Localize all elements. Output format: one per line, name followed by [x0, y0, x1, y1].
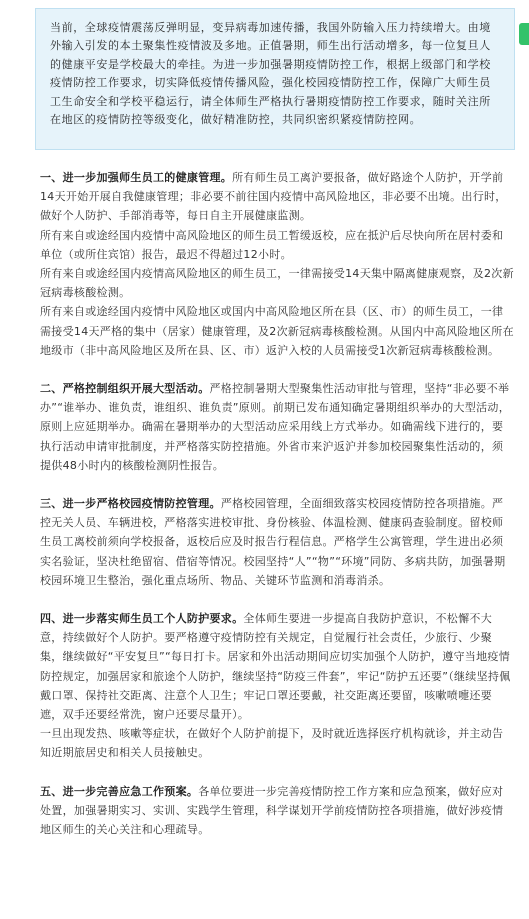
section-heading: 三、进一步严格校园疫情防控管理。	[40, 497, 221, 511]
section-5	[40, 782, 514, 840]
section-2	[40, 379, 514, 475]
section-heading: 五、进一步完善应急工作预案。	[40, 784, 199, 798]
section-heading: 一、进一步加强师生员工的健康管理。	[40, 171, 233, 184]
section-heading: 二、严格控制组织开展大型活动。	[40, 382, 210, 396]
section-heading: 四、进一步落实师生员工个人防护要求。	[40, 612, 244, 626]
side-share-tab[interactable]	[519, 23, 529, 45]
intro-callout	[35, 8, 515, 150]
section-paragraph: 所有来自或途经国内疫情中高风险地区的师生员工暂缓返校，应在抵沪后尽快向所在居村委和单位（或所住宾馆）报告，最迟不得超过12小时。	[40, 228, 504, 261]
section-paragraph: 一、进一步加强师生员工的健康管理。所有师生员工离沪要报备，做好路途个人防护，开学前14天开始开展自我健康管理；非必要不前往国内疫情中高风险地区，非必要不出境。出行时，做好个人防护、手部消毒等，每日自主开展健康监测。	[40, 171, 507, 223]
section-paragraph: 所有来自或途经国内疫情高风险地区的师生员工，一律需接受14天集中隔离健康观察，及2次新冠病毒核酸检测。	[40, 267, 514, 300]
section-paragraph: 所有来自或途经国内疫情中风险地区或国内中高风险地区所在县（区、市）的师生员工，一律需接受14天严格的集中（居家）健康管理，及2次新冠病毒核酸检测。从国内中高风险地区所在地级市（非中高风险地区及所在县、区、市）返沪入校的人员需接受1次新冠病毒核酸检测。	[40, 305, 514, 357]
section-paragraph: 三、进一步严格校园疫情防控管理。严格校园管理，全面细致落实校园疫情防控各项措施。严控无关人员、车辆进校，严格落实进校审批、身份核验、体温检测、健康码查验制度。留校师生员工离校前须向学校报备，返校后应及时报告行程信息。严格学生公寓管理，学生进出必须实名验证，坚决杜绝留宿、借宿等情况。校园坚持“人”“物”“环境”同防、多病共防，加强暑期校园环境卫生整治，强化重点场所、物品、关键环节监测和消毒消杀。	[40, 497, 506, 587]
section-3	[40, 494, 514, 590]
section-paragraph: 四、进一步落实师生员工个人防护要求。全体师生要进一步提高自我防护意识，不松懈不大意，持续做好个人防护。要严格遵守疫情防控有关规定，自觉履行社会责任，少旅行、少聚集，继续做好“平安复旦”“每日打卡。居家和外出活动期间应切实加强个人防护，遵守当地疫情防控规定，加强居家和旅途个人防护，继续坚持“防疫三件套”，牢记“防护五还要”（继续坚持佩戴口罩、保持社交距离、注意个人卫生；牢记口罩还要戴，社交距离还要留，咳嗽喷嚏还要遮，双手还要经常洗，窗户还要尽量开）。	[40, 612, 511, 722]
intro-text: 当前，全球疫情震荡反弹明显，变异病毒加速传播，我国外防输入压力持续增大。由境外输入引发的本土聚集性疫情波及多地。正值暑期，师生出行活动增多，每一位复旦人的健康平安是学校最大的牵挂。为进一步加强暑期疫情防控工作，根据上级部门和学校疫情防控工作要求，切实降低疫情传播风险，强化校园疫情防控工作，保障广大师生员工生命安全和学校平稳运行，请全体师生严格执行暑期疫情防控工作要求，随时关注所在地区的疫情防控等级变化，做好精准防控，共同织密织紧疫情防控网。	[50, 21, 491, 127]
section-paragraph: 五、进一步完善应急工作预案。各单位要进一步完善疫情防控工作方案和应急预案，做好应对处置，加强暑期实习、实训、实践学生管理，科学谋划开学前疫情防控各项措施，做好涉疫情地区师生的关心关注和心理疏导。	[40, 784, 504, 837]
article-body	[40, 168, 514, 858]
section-paragraph: 一旦出现发热、咳嗽等症状，在做好个人防护前提下，及时就近选择医疗机构就诊，并主动告知近期旅居史和相关人员接触史。	[40, 727, 504, 760]
section-paragraph: 二、严格控制组织开展大型活动。严格控制暑期大型聚集性活动审批与管理，坚持“非必要不举办”“谁举办、谁负责，谁组织、谁负责”原则。前期已发布通知确定暑期组织举办的大型活动，原则上应延期举办。确需在暑期举办的大型活动应采用线上方式举办。如确需线下进行的，要执行活动申请审批制度，并严格落实防控措施。外省市来沪返沪并参加校园聚集性活动的，须提供48小时内的核酸检测阴性报告。	[40, 382, 510, 472]
section-1	[40, 168, 514, 360]
section-4	[40, 609, 514, 763]
